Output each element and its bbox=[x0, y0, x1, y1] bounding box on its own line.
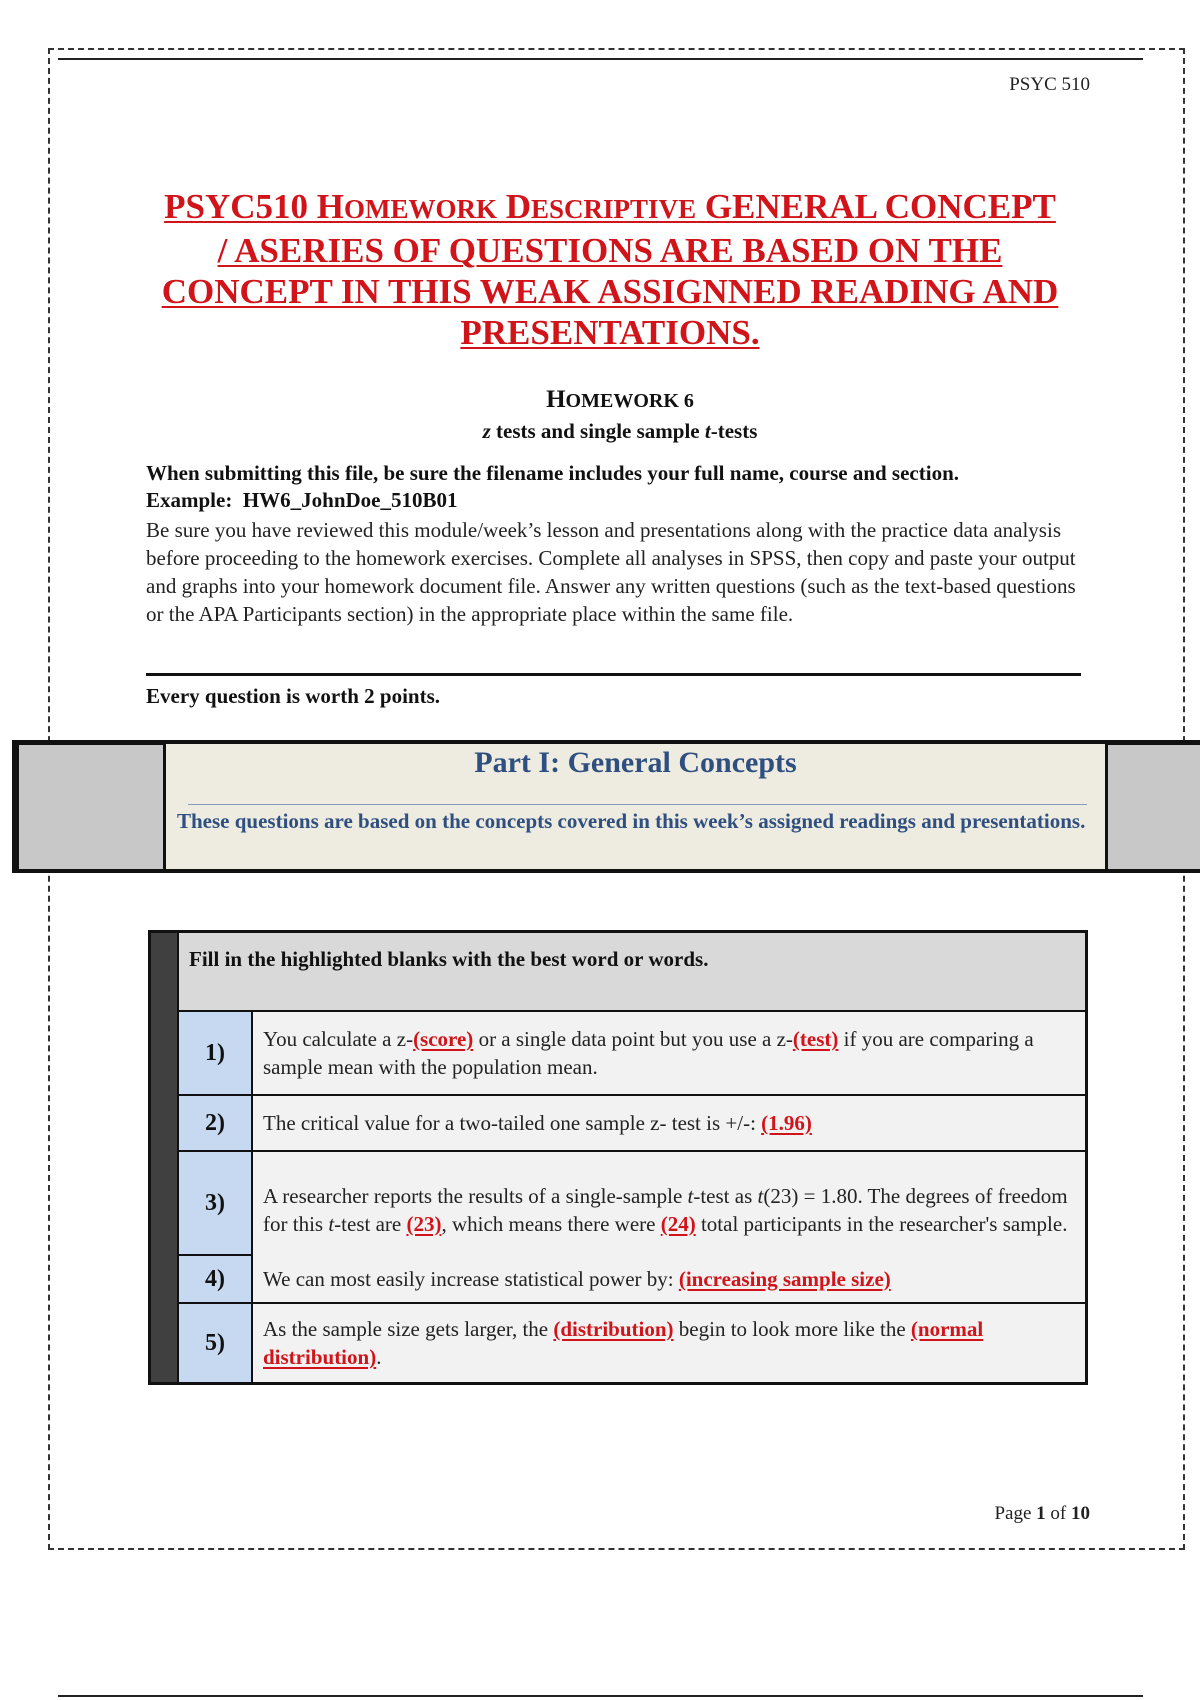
question-text: The critical value for a two-tailed one sample z- test is +/-: (1.96) bbox=[252, 1095, 1087, 1151]
next-page-rule bbox=[58, 1695, 1143, 1697]
table-side-bar bbox=[150, 932, 179, 1384]
table-row bbox=[150, 1303, 1087, 1384]
table-header-row bbox=[150, 932, 1087, 1012]
table-row bbox=[150, 1095, 1087, 1151]
answer-blank[interactable]: (24) bbox=[660, 1211, 696, 1236]
question-number: 3) bbox=[178, 1151, 252, 1255]
instructions-paragraph: Be sure you have reviewed this module/week’s lesson and presentations along with the practice data analysis before proceeding to the homework exercises. Complete all analyses in SPSS, then copy and paste your output and graphs into your homework document file. Answer any written questions (such as the text-based questions or the APA Participants section) in the appropriate place within the same file. bbox=[146, 518, 1076, 626]
header-course-code: PSYC 510 bbox=[1009, 74, 1090, 95]
answer-blank[interactable]: (1.96) bbox=[761, 1111, 812, 1135]
answer-blank[interactable]: (increasing sample size) bbox=[678, 1266, 891, 1291]
answer-blank[interactable]: (normal distribution) bbox=[263, 1317, 984, 1369]
question-text: As the sample size gets larger, the (distribution) begin to look more like the (normal distribution). bbox=[252, 1303, 1087, 1384]
answer-blank[interactable]: (score) bbox=[413, 1027, 474, 1051]
table-row bbox=[150, 1255, 1087, 1303]
table-header: Fill in the highlighted blanks with the best word or words. bbox=[178, 932, 1087, 1012]
question-text: We can most easily increase statistical power by: (increasing sample size) bbox=[252, 1255, 1087, 1303]
homework-title: HOMEWORK 6 bbox=[546, 386, 694, 413]
part-description: These questions are based on the concepts covered in this week’s assigned readings and presentations. bbox=[177, 809, 1086, 833]
questions-table bbox=[148, 930, 1088, 1385]
page-number: Page 1 of 10 bbox=[994, 1503, 1090, 1524]
homework-subtitle: z tests and single sample t-tests bbox=[482, 419, 758, 443]
filename-example: Example: HW6_JohnDoe_510B01 bbox=[146, 488, 458, 512]
question-number: 2) bbox=[178, 1095, 252, 1151]
answer-blank[interactable]: (23) bbox=[406, 1211, 442, 1236]
question-number: 1) bbox=[178, 1011, 252, 1095]
question-text: A researcher reports the results of a single-sample t-test as t(23) = 1.80. The degrees of freedom for this t-test are (23), which means there were (24) total participants in the researcher's sample. bbox=[252, 1151, 1087, 1255]
submission-instruction: When submitting this file, be sure the filename includes your full name, course and section. bbox=[146, 461, 960, 485]
table-row bbox=[150, 1151, 1087, 1255]
part-heading-box bbox=[163, 744, 1108, 869]
question-text: You calculate a z-(score) or a single data point but you use a z-(test) if you are comparing a sample mean with the population mean. bbox=[252, 1011, 1087, 1095]
question-number: 5) bbox=[178, 1303, 252, 1384]
points-note: Every question is worth 2 points. bbox=[146, 684, 441, 708]
header-rule bbox=[58, 58, 1143, 60]
part-rule bbox=[188, 804, 1087, 805]
section-divider bbox=[146, 673, 1081, 676]
part-title: Part I: General Concepts bbox=[474, 746, 797, 779]
answer-blank[interactable]: (distribution) bbox=[553, 1317, 674, 1341]
part-band-edge bbox=[12, 740, 19, 873]
table-row bbox=[150, 1011, 1087, 1095]
document-title: PSYC510 HOMEWORK DESCRIPTIVE GENERAL CONCEPT / ASERIES OF QUESTIONS ARE BASED ON THE CONCEPT IN THIS WEAK ASSIGNNED READING AND PRESENTATIONS. bbox=[161, 187, 1059, 352]
question-number: 4) bbox=[178, 1255, 252, 1303]
answer-blank[interactable]: (test) bbox=[792, 1027, 839, 1051]
